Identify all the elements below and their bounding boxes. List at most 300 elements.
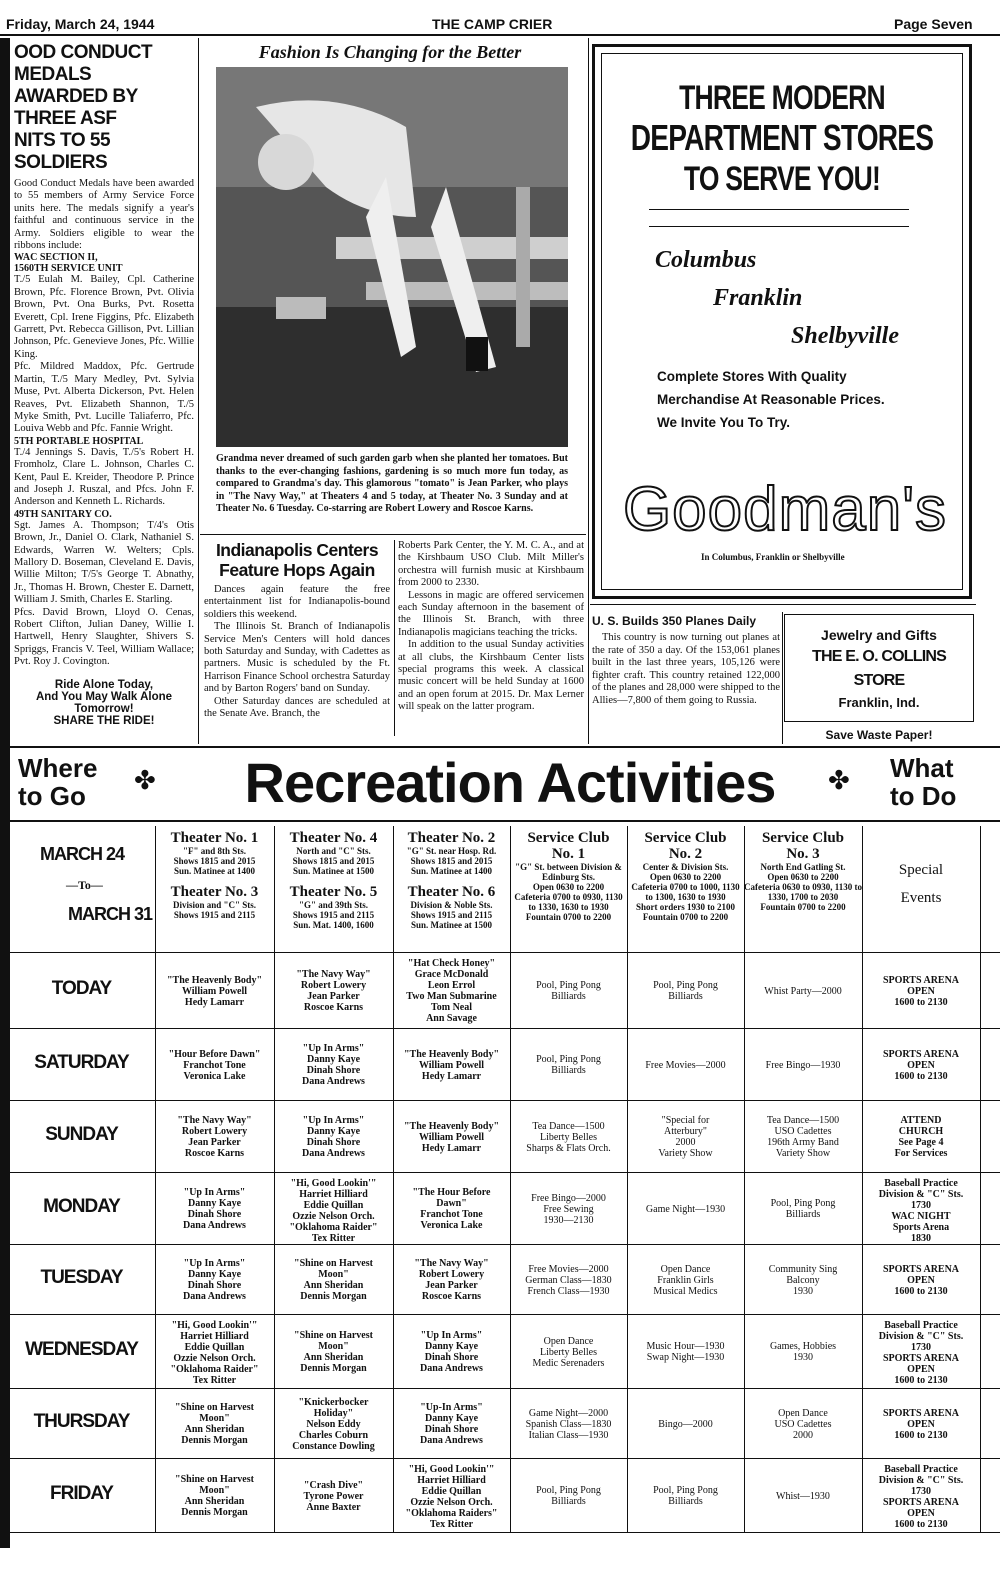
cell-line: USO Cadettes <box>774 1418 832 1430</box>
date-range-start: MARCH 24 <box>40 844 125 864</box>
indy-paragraph: Lessons in magic are offered servicemen each Sunday afternoon in the basement of the Illinois St. Branch, with three Indianapolis magicians teaching the tricks. <box>398 589 584 638</box>
header-line: Open 0630 to 2200 <box>649 872 722 882</box>
headline-line: AWARDED BY THREE ASF <box>14 86 138 129</box>
cell-line: 1600 to 2130 <box>894 1285 948 1297</box>
schedule-cell <box>865 1178 977 1242</box>
cell-line: "Special for <box>661 1115 710 1126</box>
cell-line: Dana Andrews <box>420 1435 483 1446</box>
cell-line: Ann Sheridan <box>303 1280 364 1291</box>
header-line: Fountain 0700 to 2200 <box>525 912 612 922</box>
ornament-icon: ✤ <box>134 766 156 795</box>
cell-line: 196th Army Band <box>767 1137 839 1148</box>
column-rule <box>198 38 199 744</box>
medals-paragraph: Pfcs. David Brown, Lloyd O. Cenas, Robert Clifton, Julian Daney, Willie I. Hartwell, Henry Slaughter, Shivers S. Spriggs, Francis V. Teel, William Wallace; Pvt. Roy J. Covington. <box>14 606 194 668</box>
cell-line: Roscoe Karns <box>184 1148 245 1159</box>
cell-line: OPEN <box>907 1508 935 1519</box>
cell-line: Ozzie Nelson Orch. <box>173 1353 256 1364</box>
cell-line: Hedy Lamarr <box>421 1070 482 1082</box>
schedule-cell <box>513 1250 624 1312</box>
schedule-cell <box>630 1034 741 1098</box>
cell-line: Dawn" <box>436 1198 467 1209</box>
cell-line: Dana Andrews <box>183 1291 246 1302</box>
header-line: Service Club <box>761 830 845 846</box>
cell-line: 1930 <box>793 1285 813 1297</box>
cell-line: Open Dance <box>660 1263 711 1275</box>
goodmans-ad <box>592 44 972 599</box>
cell-line: Moon" <box>318 1341 349 1352</box>
schedule-cell <box>158 1034 271 1098</box>
section-heading: 1560TH SERVICE UNIT <box>14 263 123 275</box>
cell-line: Musical Medics <box>653 1285 718 1297</box>
fashion-article <box>202 42 578 542</box>
cell-line: Pool, Ping Pong <box>536 1054 601 1065</box>
cell-line: Baseball Practice <box>884 1178 958 1189</box>
day-label: FRIDAY <box>50 1483 113 1504</box>
schedule-cell <box>865 1250 977 1312</box>
cell-line: Dennis Morgan <box>181 1435 248 1446</box>
cell-line: Roscoe Karns <box>303 1002 364 1013</box>
cell-line: Atterbury" <box>664 1126 707 1137</box>
cell-line: "Up In Arms" <box>420 1330 483 1341</box>
cell-line: Dana Andrews <box>302 1076 365 1087</box>
schedule-cell <box>630 1320 741 1386</box>
cell-line: Hedy Lamarr <box>184 996 245 1008</box>
gardener-illustration <box>216 67 568 447</box>
cell-line: Games, Hobbies <box>769 1341 837 1352</box>
cell-line: Ann Sheridan <box>184 1424 245 1435</box>
collins-line: THE E. O. COLLINS STORE <box>812 648 946 689</box>
paper-name: THE CAMP CRIER <box>432 16 553 32</box>
header-line: Shows 1915 and 2115 <box>292 910 375 920</box>
ornament-icon: ✤ <box>828 766 850 795</box>
cell-line: 1930 <box>793 1352 813 1363</box>
cell-line: Bingo—2000 <box>658 1418 713 1430</box>
cell-line: Jean Parker <box>425 1280 478 1291</box>
cell-line: Anne Baxter <box>306 1501 361 1513</box>
cell-line: Free Movies—2000 <box>645 1059 726 1071</box>
day-label: TODAY <box>51 978 112 999</box>
indy-headline: Indianapolis Centers Feature Hops Again <box>215 540 379 580</box>
header-line: Fountain 0700 to 2200 <box>760 902 846 912</box>
medals-paragraph: T./4 Jennings S. Davis, T./5's Robert H. Fromholz, Clare L. Johnson, Charles C. Kent, Paul E. Kreider, Theodore P. Prince and Joseph J. Ruszal, and Pfcs. John F. Anderson and Kenneth L. Richards. <box>14 446 194 508</box>
cell-line: "The Navy Way" <box>296 969 371 980</box>
page-number: Page Seven <box>894 16 973 32</box>
header-line: Short orders 1930 to 2100 <box>636 902 735 912</box>
cell-line: 1600 to 2130 <box>894 1429 948 1441</box>
cell-line: Baseball Practice <box>884 1464 958 1475</box>
cell-line: "Oklahoma Raider" <box>170 1364 259 1375</box>
grid-row-rule <box>0 1100 1000 1101</box>
header-line: Events <box>900 890 942 906</box>
cell-line: "Up In Arms" <box>302 1115 365 1126</box>
schedule-cell <box>513 958 624 1026</box>
cell-line: Tex Ritter <box>311 1233 356 1242</box>
cell-line: Dana Andrews <box>302 1148 365 1159</box>
cell-line: OPEN <box>907 985 935 997</box>
cell-line: Billiards <box>785 1209 821 1220</box>
cell-line: 1930—2130 <box>543 1214 594 1226</box>
column-header <box>510 830 627 950</box>
cell-line: Danny Kaye <box>187 1198 242 1209</box>
header-line: Division & Noble Sts. <box>410 900 493 910</box>
cell-line: "The Hour Before <box>412 1187 491 1198</box>
cell-line: Eddie Quillan <box>421 1486 482 1497</box>
grid-row-rule <box>0 1244 1000 1245</box>
cell-line: Billiards <box>668 991 703 1002</box>
cell-line: "Oklahoma Raiders" <box>405 1508 498 1519</box>
logo-subline: In Columbus, Franklin or Shelbyville <box>701 552 845 562</box>
cell-line: Variety Show <box>658 1148 713 1159</box>
cell-line: "Hour Before Dawn" <box>168 1048 261 1060</box>
schedule-cell <box>396 1320 507 1386</box>
schedule-cell <box>396 1464 507 1530</box>
header-line: Theater No. 6 <box>407 884 496 900</box>
cell-line: Eddie Quillan <box>184 1342 245 1353</box>
section-heading: 5TH PORTABLE HOSPITAL <box>14 435 144 447</box>
header-line: Theater No. 3 <box>170 884 259 900</box>
cell-line: Tex Ritter <box>429 1519 474 1530</box>
cell-line: Music Hour—1930 <box>646 1341 725 1352</box>
cell-line: Dinah Shore <box>424 1424 479 1435</box>
section-heading: WAC SECTION II, <box>14 252 98 264</box>
schedule-cell <box>513 1178 624 1242</box>
day-label: WEDNESDAY <box>25 1339 138 1360</box>
cell-line: Harriet Hilliard <box>299 1189 368 1200</box>
cell-line: SPORTS ARENA <box>882 1048 960 1060</box>
fashion-caption: Grandma never dreamed of such garden garb when she planted her tomatoes. But thanks to the ever-changing fashions, gardening is so much more fun today, as compared to Grandma's day. This glamorous "tomato" is Jean Parker, who plays in "The Navy Way," at Theaters 4 and 5 today, at Theater No. 3 Sunday and at Theater No. 6 Tuesday. Co-starring are Robert Lowery and Roscoe Karns. <box>216 453 568 514</box>
section-rule <box>0 746 1000 748</box>
column-header <box>393 830 510 950</box>
cell-line: Dinah Shore <box>306 1065 361 1076</box>
cell-line: Robert Lowery <box>418 1269 485 1280</box>
day-label: MONDAY <box>43 1196 120 1217</box>
cell-line: "The Heavenly Body" <box>167 974 262 986</box>
collins-line: Save Waste Paper! <box>825 728 933 742</box>
cell-line: "Hi, Good Lookin'" <box>171 1320 258 1331</box>
cell-line: Tex Ritter <box>192 1375 237 1386</box>
indy-paragraph: Dances again feature the free entertainment list for Indianapolis-bound soldiers this weekend. <box>204 584 390 620</box>
cell-line: Veronica Lake <box>183 1070 246 1082</box>
cell-line: "Hi, Good Lookin'" <box>290 1178 377 1189</box>
cell-line: Dinah Shore <box>306 1137 361 1148</box>
cell-line: 1600 to 2130 <box>894 1375 948 1386</box>
cell-line: Whist Party—2000 <box>764 985 842 997</box>
schedule-cell <box>747 1034 859 1098</box>
date-range-to: —To— <box>66 878 103 892</box>
medals-intro: Good Conduct Medals have been awarded to 55 members of Army Service Force units here. The medals signify a year's faithful and continuous service in the Army. Soldiers eligible to wear the ribbons include: <box>14 178 194 252</box>
issue-date: Friday, March 24, 1944 <box>6 16 155 32</box>
cell-line: Two Man Submarine <box>406 991 497 1002</box>
cell-line: Harriet Hilliard <box>180 1331 249 1342</box>
schedule-cell <box>158 1464 271 1530</box>
header-line: North and "C" Sts. <box>296 846 371 856</box>
column-header <box>627 830 744 950</box>
section-heading: 49TH SANITARY CO. <box>14 508 112 520</box>
cell-line: Robert Lowery <box>181 1126 248 1137</box>
cell-line: Medic Serenaders <box>532 1357 605 1369</box>
cell-line: "Shine on Harvest <box>175 1402 254 1413</box>
cell-line: 1830 <box>911 1233 931 1242</box>
ride-line: And You May Walk Alone <box>35 690 173 703</box>
cell-line: "The Heavenly Body" <box>404 1120 499 1132</box>
cell-line: William Powell <box>181 985 248 997</box>
ad-line: TO SERVE YOU! <box>683 160 881 198</box>
schedule-cell <box>513 1464 624 1530</box>
cell-line: Free Sewing <box>543 1203 594 1215</box>
banner-word: to Do <box>890 781 957 811</box>
planes-headline: U. S. Builds 350 Planes Daily <box>592 614 757 628</box>
cell-line: Roscoe Karns <box>421 1291 482 1302</box>
cell-line: Veronica Lake <box>420 1220 483 1231</box>
medals-headline <box>14 42 194 174</box>
cell-line: OPEN <box>907 1364 935 1375</box>
grid-row-rule <box>0 1314 1000 1315</box>
cell-line: For Services <box>894 1148 948 1159</box>
schedule-cell <box>396 1394 507 1456</box>
cell-line: Pool, Ping Pong <box>770 1198 836 1209</box>
cell-line: 1730 <box>911 1486 931 1497</box>
header-line: Open 0630 to 2200 <box>532 882 605 892</box>
cell-line: Charles Coburn <box>298 1429 369 1441</box>
cell-line: German Class—1830 <box>525 1274 612 1286</box>
schedule-cell <box>513 1394 624 1456</box>
cell-line: "Shine on Harvest <box>294 1258 373 1269</box>
headline-line: NITS TO 55 SOLDIERS <box>14 130 111 173</box>
cell-line: Ozzie Nelson Orch. <box>410 1497 493 1508</box>
ride-line: Ride Alone Today, <box>54 678 154 691</box>
schedule-cell <box>630 1178 741 1242</box>
schedule-cell <box>158 1394 271 1456</box>
schedule-cell <box>865 1394 977 1456</box>
cell-line: "Up In Arms" <box>183 1187 246 1198</box>
schedule-cell <box>158 1178 271 1242</box>
schedule-cell <box>747 1178 859 1242</box>
column-header <box>274 830 393 950</box>
schedule-cell <box>396 1034 507 1098</box>
column-header <box>155 830 274 950</box>
header-line: "F" and 8th Sts. <box>182 846 246 856</box>
header-line: Sun. Mat. 1400, 1600 <box>293 920 374 930</box>
cell-line: SPORTS ARENA <box>882 974 960 986</box>
header-line: Sun. Matinee at 1500 <box>293 866 374 876</box>
ad-line: DEPARTMENT STORES <box>630 117 934 158</box>
day-label: TUESDAY <box>40 1267 123 1288</box>
cell-line: Baseball Practice <box>884 1320 958 1331</box>
town-name: Columbus <box>655 247 757 273</box>
schedule-cell <box>747 1394 859 1456</box>
header-line: Shows 1815 and 2015 <box>410 856 493 866</box>
schedule-cell <box>396 958 507 1026</box>
header-line: Service Club <box>527 830 610 846</box>
date-range-end: MARCH 31 <box>68 904 153 924</box>
cell-line: Division & "C" Sts. <box>878 1331 964 1342</box>
schedule-cell <box>396 1250 507 1312</box>
cell-line: Grace McDonald <box>414 969 489 980</box>
cell-line: Jean Parker <box>188 1137 241 1148</box>
cell-line: Free Bingo—2000 <box>531 1192 606 1204</box>
cell-line: Open Dance <box>778 1407 828 1419</box>
cell-line: Holiday" <box>313 1407 354 1419</box>
schedule-grid <box>0 820 1000 1540</box>
cell-line: Jean Parker <box>307 991 360 1002</box>
banner-word: to Go <box>18 781 86 811</box>
cell-line: USO Cadettes <box>774 1126 832 1137</box>
recreation-title: Recreation Activities <box>244 751 776 814</box>
cell-line: CHURCH <box>898 1126 944 1137</box>
town-name: Franklin <box>713 285 803 311</box>
indy-paragraph: Other Saturday dances are scheduled at the Senate Ave. Branch, the <box>204 695 390 720</box>
cell-line: Dinah Shore <box>187 1280 242 1291</box>
schedule-cell <box>747 958 859 1026</box>
cell-line: Dana Andrews <box>420 1363 483 1374</box>
header-line: North End Gatling St. <box>760 862 846 872</box>
header-line: Center & Division Sts. <box>642 862 729 872</box>
cell-line: Danny Kaye <box>424 1341 479 1352</box>
cell-line: Whist—1930 <box>776 1490 830 1502</box>
cell-line: Free Bingo—1930 <box>765 1059 841 1071</box>
cell-line: Hedy Lamarr <box>421 1142 482 1154</box>
cell-line: Ann Sheridan <box>303 1352 364 1363</box>
cell-line: Robert Lowery <box>300 980 367 991</box>
header-line: Open 0630 to 2200 <box>767 872 839 882</box>
ride-line: Tomorrow! <box>74 702 134 715</box>
cell-line: Billiards <box>668 1496 703 1507</box>
schedule-cell <box>865 958 977 1026</box>
schedule-cell <box>630 1250 741 1312</box>
cell-line: OPEN <box>907 1418 935 1430</box>
ad-body: Complete Stores With Quality Merchandise At Reasonable Prices. We Invite You To Try. <box>657 369 885 430</box>
header-line: Cafeteria 0700 to 1000, 1130 to 1300, 1630 to 1930 <box>631 882 740 902</box>
column-rule <box>588 38 589 744</box>
cell-line: SPORTS ARENA <box>882 1353 960 1364</box>
schedule-cell <box>630 1394 741 1456</box>
cell-line: 1730 <box>911 1342 931 1353</box>
day-label: SATURDAY <box>34 1052 129 1073</box>
cell-line: Game Night—2000 <box>528 1407 609 1419</box>
headline-line: OOD CONDUCT MEDALS <box>14 42 153 85</box>
cell-line: Franchot Tone <box>420 1209 483 1220</box>
section-rule <box>200 534 586 535</box>
column-rule <box>782 612 783 744</box>
ad-line: THREE MODERN <box>679 79 885 117</box>
header-line: Division and "C" Sts. <box>172 900 257 910</box>
schedule-cell <box>513 1106 624 1170</box>
cell-line: Eddie Quillan <box>303 1200 364 1211</box>
schedule-cell <box>277 1250 390 1312</box>
cell-line: "Hat Check Honey" <box>407 958 496 969</box>
cell-line: Danny Kaye <box>187 1269 242 1280</box>
cell-line: 2000 <box>793 1429 813 1441</box>
town-name: Shelbyville <box>791 323 899 349</box>
cell-line: Ann Sheridan <box>184 1496 245 1507</box>
cell-line: Pool, Ping Pong <box>653 980 718 991</box>
indy-paragraph: In addition to the usual Sunday activities at all clubs, the Kirshbaum Center lists special programs this week. A classical music concert will be held Sunday at 1600 and an open forum at 2015. Dr. Max Lerner will speak on the latter program. <box>398 639 584 713</box>
schedule-cell <box>630 1106 741 1170</box>
header-line: Service Club <box>644 830 727 846</box>
cell-line: Danny Kaye <box>306 1126 361 1137</box>
cell-line: Swap Night—1930 <box>646 1352 725 1363</box>
cell-line: Open Dance <box>543 1335 594 1347</box>
schedule-cell <box>277 1394 390 1456</box>
cell-line: Division & "C" Sts. <box>878 1189 964 1200</box>
cell-line: "Shine on Harvest <box>175 1474 254 1485</box>
cell-line: French Class—1930 <box>527 1285 610 1297</box>
medals-paragraph: Sgt. James A. Thompson; T/4's Otis Brown, Jr., Daniel O. Clark, Nathaniel S. Edwards, Warren W. Welters; Cpls. Mallory D. Boseman, Cleveland E. Davis, Willie Milton; T/5's George T. Abnathy, Jr., Thomas H. Brown, Chester E. Darnett, William J. Smith, Charles E. Starling. <box>14 519 194 606</box>
cell-line: Sports Arena <box>892 1222 950 1233</box>
medals-paragraph: T./5 Eulah M. Bailey, Cpl. Catherine Brown, Pfc. Florence Brown, Pvt. Olivia Brown, Pvt. Ona Burks, Pvt. Rosetta Everett, Cpl. Irene Figgins, Pfc. Elizabeth Garrett, Pvt. Rebecca Gillison, Pvt. Lillian Johnson, Pfc. Genevieve Jones, Pfc. Willie King. <box>14 274 194 360</box>
cell-line: Variety Show <box>775 1148 831 1159</box>
header-line: Shows 1815 and 2015 <box>292 856 375 866</box>
schedule-cell <box>158 958 271 1026</box>
planes-body: This country is now turning out planes at the rate of 350 a day. Of the 153,061 planes built in the last three years, 105,126 were fighter craft. This country retained 122,000 of the planes and 28,000 were shipped to the Allies—7,800 of them going to Russia. <box>592 632 780 706</box>
cell-line: Pool, Ping Pong <box>536 980 601 991</box>
schedule-cell <box>277 1106 390 1170</box>
cell-line: Community Sing <box>768 1263 838 1275</box>
schedule-cell <box>747 1250 859 1312</box>
header-line: Fountain 0700 to 2200 <box>642 912 729 922</box>
medals-paragraph: Pfc. Mildred Maddox, Pfc. Gertrude Martin, T./5 Mary Medley, Pvt. Sylvia Muse, Pvt. Alberta Dickerson, Pvt. Helen Reaves, Pvt. Elizabeth Shannon, T./5 Myke Smith, Pvt. Lucille Taliaferro, Pfc. Louiva Webb and Pfc. Fannie Wright. <box>14 361 194 435</box>
schedule-cell <box>747 1464 859 1530</box>
cell-line: Liberty Belles <box>540 1131 597 1143</box>
ad-double-rule <box>649 209 909 227</box>
schedule-cell <box>158 1106 271 1170</box>
cell-line: Nelson Eddy <box>306 1418 361 1430</box>
cell-line: Billiards <box>551 991 586 1002</box>
schedule-cell <box>865 1106 977 1170</box>
cell-line: Italian Class—1930 <box>528 1429 609 1441</box>
column-rule <box>394 540 395 736</box>
header-line: Sun. Matinee at 1500 <box>411 920 492 930</box>
header-line: "G" and 39th Sts. <box>298 900 368 910</box>
cell-line: 2000 <box>675 1137 696 1148</box>
medals-article <box>14 42 194 742</box>
schedule-cell <box>630 958 741 1026</box>
schedule-cell <box>513 1034 624 1098</box>
day-label: THURSDAY <box>33 1411 130 1432</box>
cell-line: Tom Neal <box>430 1002 473 1013</box>
header-line: No. 1 <box>551 846 586 862</box>
header-line: Cafeteria 0630 to 0930, 1130 to 1330, 1700 to 2030 <box>744 882 862 902</box>
cell-line: Dinah Shore <box>187 1209 242 1220</box>
grid-row-rule <box>0 1172 1000 1173</box>
schedule-cell <box>865 1320 977 1386</box>
schedule-cell <box>396 1106 507 1170</box>
cell-line: SPORTS ARENA <box>882 1497 960 1508</box>
cell-line: Ann Savage <box>426 1013 477 1024</box>
cell-line: William Powell <box>418 1131 485 1143</box>
schedule-cell <box>747 1106 859 1170</box>
cell-line: 1730 <box>911 1200 931 1211</box>
cell-line: Moon" <box>199 1413 230 1424</box>
cell-line: Pool, Ping Pong <box>653 1485 718 1496</box>
cell-line: "Hi, Good Lookin'" <box>408 1464 495 1475</box>
cell-line: Moon" <box>318 1269 349 1280</box>
cell-line: Spanish Class—1830 <box>525 1418 612 1430</box>
cell-line: SPORTS ARENA <box>882 1407 960 1419</box>
grid-rule <box>0 820 1000 822</box>
schedule-cell <box>158 1250 271 1312</box>
cell-line: SPORTS ARENA <box>882 1263 960 1275</box>
header-line: Sun. Matinee at 1400 <box>411 866 492 876</box>
collins-line: Franklin, Ind. <box>838 695 920 710</box>
fashion-headline: Fashion Is Changing for the Better <box>258 42 522 62</box>
ride-line: SHARE THE RIDE! <box>53 714 155 727</box>
header-line: Theater No. 5 <box>289 884 378 900</box>
grid-row-rule <box>0 1028 1000 1029</box>
schedule-cell <box>747 1320 859 1386</box>
cell-line: Dennis Morgan <box>300 1291 367 1302</box>
cell-line: Tea Dance—1500 <box>532 1120 605 1132</box>
